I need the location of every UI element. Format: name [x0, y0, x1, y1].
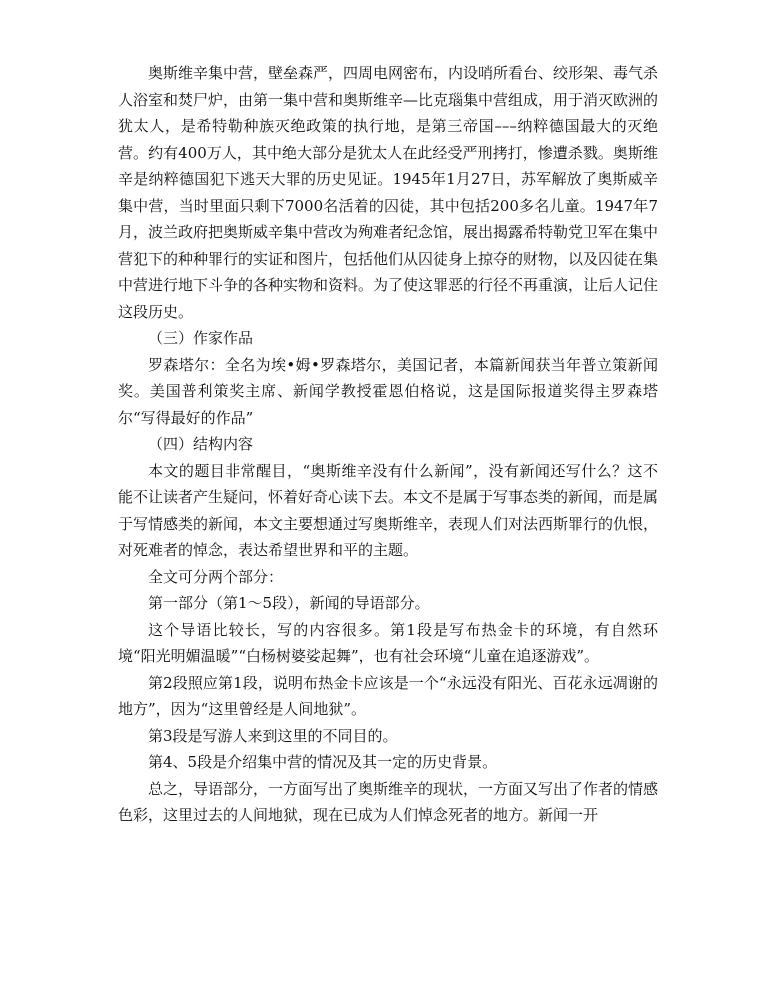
- paragraph-fourth-fifth-section: 第4、5段是介绍集中营的情况及其一定的历史背景。: [148, 753, 498, 771]
- document-page: [118, 60, 658, 829]
- section-heading-structure: （四）结构内容: [148, 435, 254, 453]
- paragraph-author-intro: 罗森塔尔：全名为埃•姆•罗森塔尔，美国记者，本篇新闻获当年普立策新闻奖。美国普利策奖主席、新闻学教授霍恩伯格说，这是国际报道奖得主罗森塔尔“写得最好的作品”: [118, 355, 658, 427]
- section-heading-author-works: （三）作家作品: [148, 329, 254, 347]
- paragraph-title-analysis: 本文的题目非常醒目，“奥斯维辛没有什么新闻”，没有新闻还写什么？这不能不让读者产生疑问，怀着好奇心读下去。本文不是属于写事态类的新闻，而是属于写情感类的新闻，本文主要想通过写奥斯维辛，表现人们对法西斯罪行的仇恨，对死难者的悼念，表达希望世界和平的主题。: [118, 461, 659, 559]
- paragraph-second-section: 第2段照应第1段，说明布热金卡应该是一个“永远没有阳光、百花永远凋谢的地方”，因为“这里曾经是人间地狱”。: [118, 673, 658, 718]
- paragraph-lead-environment: 这个导语比较长，写的内容很多。第1段是写布热金卡的环境，有自然环境“阳光明媚温暖”“白杨树婆娑起舞”，也有社会环境“儿童在追逐游戏”。: [118, 620, 658, 665]
- paragraph-summary: 总之，导语部分，一方面写出了奥斯维辛的现状，一方面又写出了作者的情感色彩，这里过去的人间地狱，现在已成为人们悼念死者的地方。新闻一开: [118, 779, 659, 824]
- paragraph-two-parts: 全文可分两个部分：: [148, 567, 284, 586]
- paragraph-third-section: 第3段是写游人来到这里的不同目的。: [148, 726, 398, 745]
- paragraph-part-one: 第一部分（第1～5段），新闻的导语部分。: [148, 594, 430, 612]
- paragraph-auschwitz-history: 奥斯维辛集中营，壁垒森严，四周电网密布，内设哨所看台、绞形架、毒气杀人浴室和焚尸炉，由第一集中营和奥斯维辛—比克瑙集中营组成，用于消灭欧洲的犹太人，是希特勒种族灭绝政策的执行地，是第三帝国–––纳粹德国最大的灭绝营。约有400万人，其中绝大部分是犹太人在此经受严刑拷打，惨遭杀戮。奥斯维辛是纳粹德国犯下逃天大罪的历史见证。1945年1月27日，苏军解放了奥斯威辛集中营，当时里面只剩下7000名活着的囚徒，其中包括200多名儿童。1947年7月，波兰政府把奥斯威辛集中营改为殉难者纪念馆，展出揭露希特勒党卫军在集中营犯下的种种罪行的实证和图片，包括他们从囚徒身上掠夺的财物，以及囚徒在集中营进行地下斗争的各种实物和资料。为了使这罪恶的行径不再重演，让后人记住这段历史。: [118, 64, 659, 321]
